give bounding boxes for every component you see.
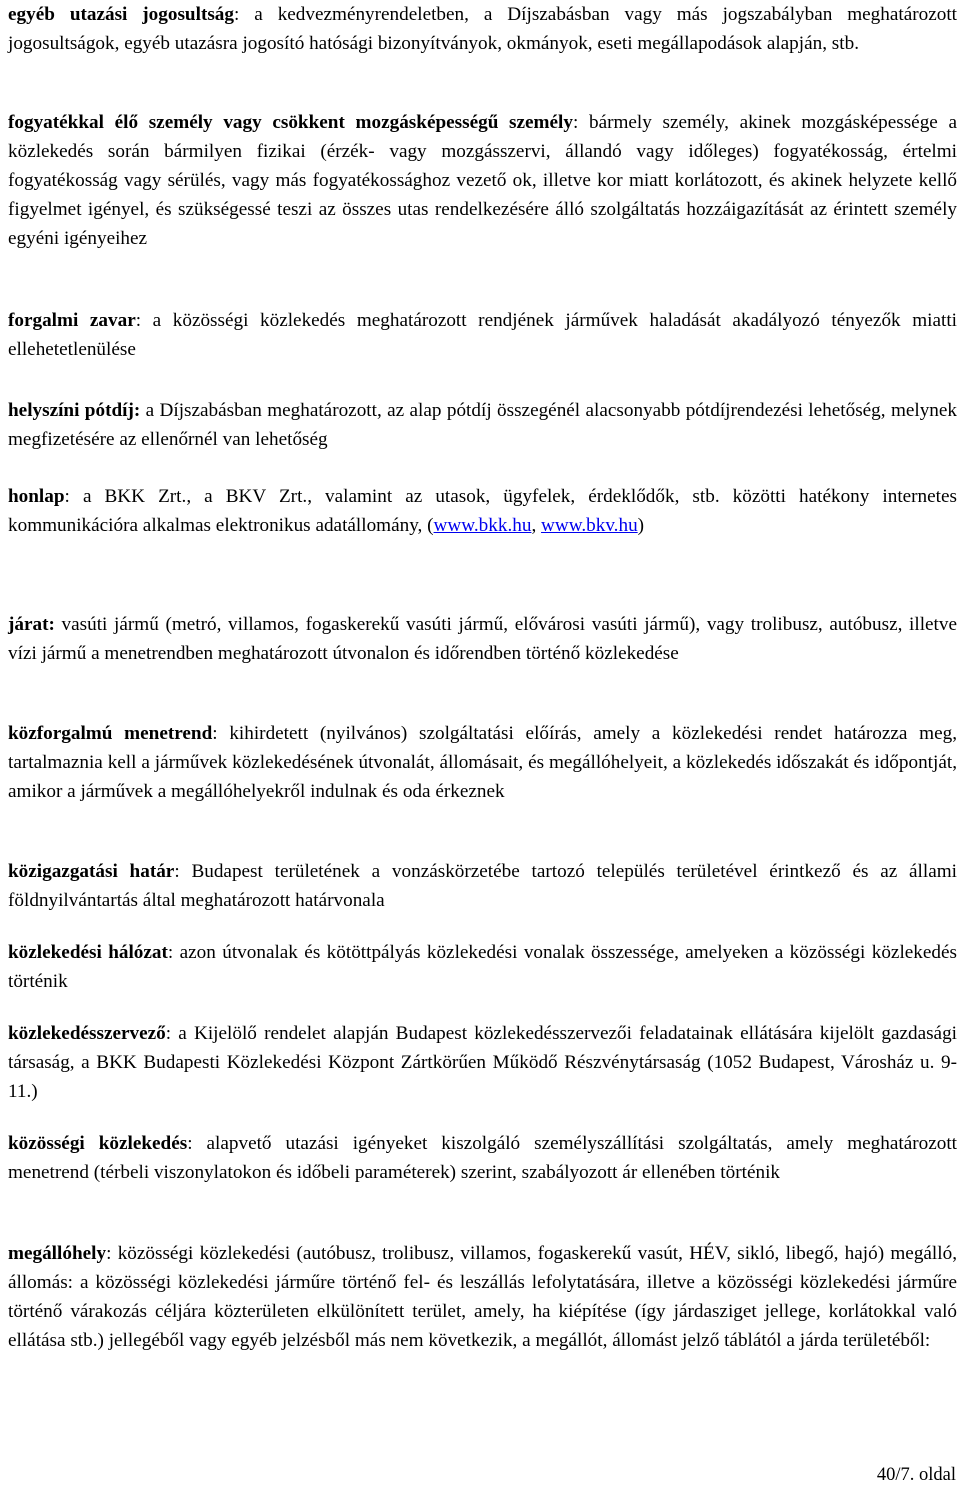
term-separator: :	[167, 942, 180, 963]
page-number: 40/7. oldal	[876, 1465, 956, 1485]
closing-paren: )	[637, 515, 645, 536]
definition-term: közösségi közlekedés	[8, 1133, 188, 1154]
definition-term: közforgalmú menetrend	[8, 723, 213, 744]
definition-entry	[8, 306, 957, 364]
definition-term: egyéb utazási jogosultság	[8, 4, 234, 25]
definition-text: a BKK Zrt., a BKV Zrt., valamint az utasok, ügyfelek, érdeklődők, stb. közötti hatékony internetes kommunikációra alkalmas elektronikus adatállomány, (	[8, 486, 957, 536]
definition-term: honlap	[8, 486, 65, 507]
bkk-website-link[interactable]: www.bkk.hu	[433, 515, 532, 536]
definition-text: a Kijelölő rendelet alapján Budapest közlekedésszervezői feladatainak ellátására kijelölt gazdasági társaság, a BKK Budapesti Közlekedési Központ Zártkörűen Működő Részvénytársaság (1052 Budapest, Városház u. 9-11.)	[8, 1023, 957, 1102]
term-separator: :	[106, 1243, 118, 1264]
definition-text: azon útvonalak és kötöttpályás közlekedési vonalak összessége, amelyeken a közösségi közlekedés történik	[8, 942, 957, 992]
definition-entry	[8, 1019, 957, 1106]
definition-text: vasúti jármű (metró, villamos, fogaskerekű vasúti jármű, elővárosi vasúti jármű), vagy trolibusz, autóbusz, illetve vízi jármű a menetrendben meghatározott útvonalon és időrendben történő közlekedése	[8, 614, 957, 664]
definition-entry	[8, 1239, 957, 1355]
term-separator: :	[187, 1133, 207, 1154]
term-separator: :	[212, 723, 230, 744]
definition-term: járat:	[8, 614, 55, 635]
definition-entry	[8, 938, 957, 996]
definition-term: közlekedési hálózat	[8, 942, 168, 963]
definition-term: fogyatékkal élő személy vagy csökkent mozgásképességű személy	[8, 112, 573, 133]
definition-text: közösségi közlekedési (autóbusz, trolibusz, villamos, fogaskerekű vasút, HÉV, sikló, libegő, hajó) megálló, állomás: a közösségi közlekedési járműre történő fel- és leszállás lefolytatására, illetve a közösségi közlekedési járműre történő várakozás céljára közterületen elkülönített terület, amely, ha kiépítése (így járdasziget jellege, korlátokkal való ellátása stb.) jellegéből vagy egyéb jelzésből más nem következik, a megállót, állomást jelző táblától a járda területéből:	[8, 1243, 957, 1351]
definition-entry	[8, 0, 957, 58]
definition-term: megállóhely	[8, 1243, 107, 1264]
definition-entry	[8, 482, 957, 540]
term-separator: :	[165, 1023, 179, 1044]
definition-text: a Díjszabásban meghatározott, az alap pótdíj összegénél alacsonyabb pótdíjrendezési lehetőség, melynek megfizetésére az ellenőrnél van lehetőség	[8, 400, 958, 450]
definition-text: alapvető utazási igényeket kiszolgáló személyszállítási szolgáltatás, amely meghatározott menetrend (térbeli viszonylatokon és időbeli paraméterek) szerint, szabályozott ár ellenében történik	[8, 1133, 957, 1183]
definition-entry	[8, 396, 957, 454]
definition-text: Budapest területének a vonzáskörzetébe tartozó település területével érintkező és az állami földnyilvántartás által meghatározott határvonala	[8, 861, 957, 911]
term-separator: :	[572, 112, 589, 133]
term-separator: :	[174, 861, 192, 882]
definition-term: helyszíni pótdíj:	[8, 400, 141, 421]
term-separator: :	[233, 4, 255, 25]
term-separator: :	[135, 310, 153, 331]
definition-entry	[8, 610, 957, 668]
definition-term: közigazgatási határ	[8, 861, 175, 882]
definition-text: a közösségi közlekedés meghatározott rendjének járművek haladását akadályozó tényezők miatti ellehetetlenülése	[8, 310, 957, 360]
definition-text: a kedvezményrendeletben, a Díjszabásban vagy más jogszabályban meghatározott jogosultságok, egyéb utazásra jogosító hatósági bizonyítványok, okmányok, eseti megállapodások alapján, stb.	[8, 4, 957, 54]
definition-term: közlekedésszervező	[8, 1023, 166, 1044]
link-separator: ,	[531, 515, 542, 536]
definition-entry	[8, 857, 957, 915]
definition-entry	[8, 1129, 957, 1187]
definition-entry	[8, 719, 957, 806]
definition-term: forgalmi zavar	[8, 310, 136, 331]
bkv-website-link[interactable]: www.bkv.hu	[541, 515, 638, 536]
definition-text: bármely személy, akinek mozgásképessége a közlekedés során bármilyen fizikai (érzék- vagy mozgásszervi, állandó vagy időleges) fogyatékosság, értelmi fogyatékosság vagy sérülés, vagy más fogyatékossághoz vezető ok, illetve kor miatt korlátozott, és akinek helyzete kellő figyelmet igényel, és szükségessé teszi az összes utas rendelkezésére álló szolgáltatás hozzáigazítását az érintett személy egyéni igényeihez	[8, 112, 958, 249]
term-separator: :	[64, 486, 83, 507]
term-separator	[55, 614, 62, 635]
definition-text: kihirdetett (nyilvános) szolgáltatási előírás, amely a közlekedési rendet határozza meg, tartalmaznia kell a járművek közlekedésének útvonalát, állomásait, és megállóhelyeit, a közlekedés időszakát és időpontját, amikor a járművek a megállóhelyekről indulnak és oda érkeznek	[8, 723, 957, 802]
definition-entry	[8, 108, 957, 253]
